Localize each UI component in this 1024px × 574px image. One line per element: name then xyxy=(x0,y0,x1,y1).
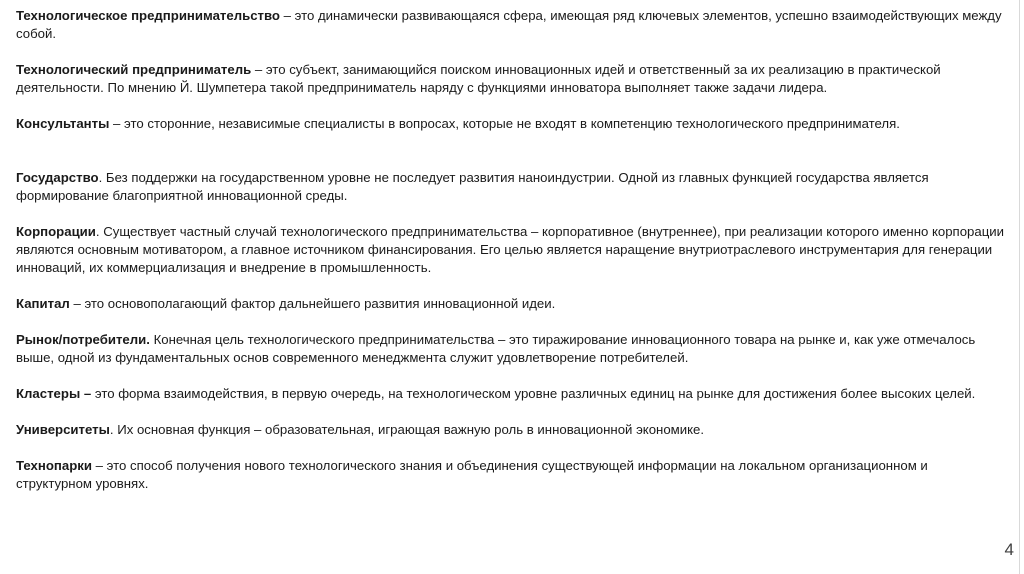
paragraph-term: Государство xyxy=(16,170,99,185)
paragraph-consultants xyxy=(16,115,1006,133)
paragraph-state xyxy=(16,169,1006,205)
paragraph-term: Корпорации xyxy=(16,224,96,239)
paragraph-universities xyxy=(16,421,1006,439)
paragraph-text: – это субъект, занимающийся поиском инновационных идей и ответственный за их реализацию в практической деятельности. По мнению Й. Шумпетера такой предприниматель наряду с функциями инноватора выполняет также задачи лидера. xyxy=(16,62,941,95)
paragraph-tech-entrepreneurship xyxy=(16,7,1006,43)
paragraph-term: Рынок/потребители. xyxy=(16,332,150,347)
slide-edge-divider xyxy=(1019,0,1020,574)
paragraph-tech-entrepreneur xyxy=(16,61,1006,97)
paragraph-term: Технологическое предпринимательство xyxy=(16,8,280,23)
paragraph-market-consumers xyxy=(16,331,1006,367)
paragraph-corporations xyxy=(16,223,1006,277)
paragraph-text: это форма взаимодействия, в первую очередь, на технологическом уровне различных единиц на рынке для достижения более высоких целей. xyxy=(91,386,976,401)
slide-body xyxy=(16,7,1006,493)
paragraph-term: Консультанты xyxy=(16,116,110,131)
paragraph-term: Университеты xyxy=(16,422,110,437)
paragraph-clusters xyxy=(16,385,1006,403)
paragraph-term: Кластеры – xyxy=(16,386,92,401)
paragraph-text: – это сторонние, независимые специалисты в вопросах, которые не входят в компетенцию технологического предпринимателя. xyxy=(109,116,900,131)
paragraph-text: – это способ получения нового технологического знания и объединения существующей информации на локальном организационном и структурном уровнях. xyxy=(16,458,928,491)
paragraph-text: – это основополагающий фактор дальнейшего развития инновационной идеи. xyxy=(69,296,556,311)
paragraph-text: . Их основная функция – образовательная, играющая важную роль в инновационной экономике. xyxy=(109,422,705,437)
paragraph-term: Технопарки xyxy=(16,458,92,473)
paragraph-text: . Без поддержки на государственном уровне не последует развития наноиндустрии. Одной из главных функцией государства является формирование благоприятной инновационной среды. xyxy=(16,170,929,203)
paragraph-term: Капитал xyxy=(16,296,70,311)
page-number: 4 xyxy=(1004,540,1014,559)
paragraph-text: . Существует частный случай технологического предпринимательства – корпоративное (внутреннее), при реализации которого именно корпорации являются основным мотиватором, а главное источником финансирования. Его целью является наращение внутриотраслевого инструментария для генерации инноваций, их коммерциализация и внедрение в промышленность. xyxy=(16,224,1004,275)
paragraph-text: – это динамически развивающаяся сфера, имеющая ряд ключевых элементов, успешно взаимодействующих между собой. xyxy=(16,8,1002,41)
paragraph-capital xyxy=(16,295,1006,313)
paragraph-term: Технологический предприниматель xyxy=(16,62,252,77)
paragraph-text: Конечная цель технологического предпринимательства – это тиражирование инновационного товара на рынке и, как уже отмечалось выше, одной из фундаментальных основ современного менеджмента служит удовлетворение потребителей. xyxy=(16,332,976,365)
paragraph-technoparks xyxy=(16,457,1006,493)
